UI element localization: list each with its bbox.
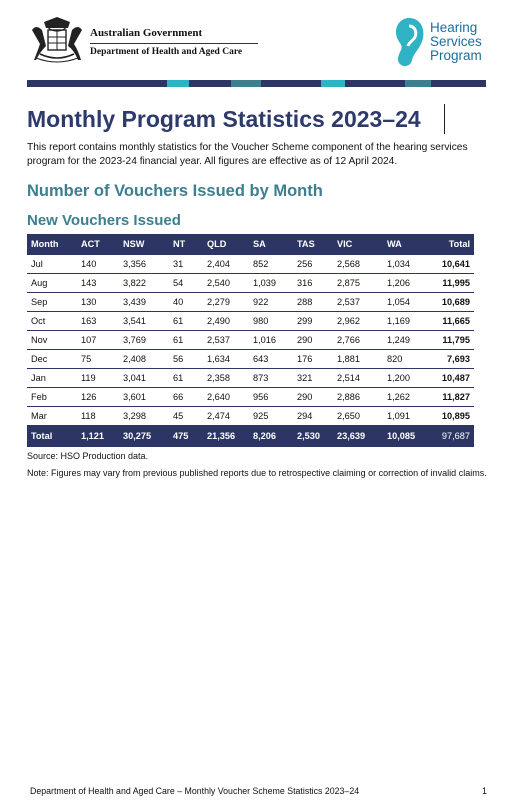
total-cell: 11,995 <box>433 274 474 293</box>
hsp-logo <box>392 16 502 72</box>
month-cell: Total <box>27 426 77 447</box>
value-cell: 1,206 <box>383 274 433 293</box>
value-cell: 143 <box>77 274 119 293</box>
value-cell: 1,249 <box>383 331 433 350</box>
total-cell: 11,827 <box>433 388 474 407</box>
value-cell: 1,200 <box>383 369 433 388</box>
value-cell: 2,766 <box>333 331 383 350</box>
column-header: VIC <box>333 234 383 255</box>
value-cell: 66 <box>169 388 203 407</box>
value-cell: 321 <box>293 369 333 388</box>
value-cell: 118 <box>77 407 119 426</box>
text-cursor <box>444 104 445 134</box>
value-cell: 2,358 <box>203 369 249 388</box>
total-cell: 7,693 <box>433 350 474 369</box>
value-cell: 2,474 <box>203 407 249 426</box>
value-cell: 176 <box>293 350 333 369</box>
value-cell: 873 <box>249 369 293 388</box>
month-cell: Oct <box>27 312 77 331</box>
value-cell: 30,275 <box>119 426 169 447</box>
government-branding <box>90 27 260 57</box>
page-number: 1 <box>482 786 487 796</box>
source-note: Source: HSO Production data. <box>27 451 149 461</box>
value-cell: 3,541 <box>119 312 169 331</box>
value-cell: 45 <box>169 407 203 426</box>
total-cell: 10,487 <box>433 369 474 388</box>
header-stripe <box>27 80 486 87</box>
value-cell: 126 <box>77 388 119 407</box>
value-cell: 1,054 <box>383 293 433 312</box>
value-cell: 922 <box>249 293 293 312</box>
value-cell: 3,298 <box>119 407 169 426</box>
value-cell: 1,034 <box>383 255 433 274</box>
value-cell: 288 <box>293 293 333 312</box>
logo-line: Hearing <box>430 20 478 35</box>
month-cell: Sep <box>27 293 77 312</box>
value-cell: 299 <box>293 312 333 331</box>
value-cell: 1,121 <box>77 426 119 447</box>
total-cell: 10,641 <box>433 255 474 274</box>
column-header: TAS <box>293 234 333 255</box>
value-cell: 475 <box>169 426 203 447</box>
table-row <box>27 407 474 426</box>
column-header: WA <box>383 234 433 255</box>
value-cell: 290 <box>293 388 333 407</box>
value-cell: 3,041 <box>119 369 169 388</box>
value-cell: 1,091 <box>383 407 433 426</box>
value-cell: 31 <box>169 255 203 274</box>
value-cell: 1,039 <box>249 274 293 293</box>
section-heading: Number of Vouchers Issued by Month <box>27 182 323 200</box>
value-cell: 54 <box>169 274 203 293</box>
value-cell: 290 <box>293 331 333 350</box>
logo-line: Program <box>430 48 482 63</box>
value-cell: 119 <box>77 369 119 388</box>
table-row <box>27 350 474 369</box>
value-cell: 980 <box>249 312 293 331</box>
value-cell: 1,016 <box>249 331 293 350</box>
table-row <box>27 369 474 388</box>
value-cell: 10,085 <box>383 426 433 447</box>
column-header: QLD <box>203 234 249 255</box>
month-cell: Dec <box>27 350 77 369</box>
value-cell: 316 <box>293 274 333 293</box>
table-row <box>27 274 474 293</box>
column-header: ACT <box>77 234 119 255</box>
month-cell: Mar <box>27 407 77 426</box>
value-cell: 8,206 <box>249 426 293 447</box>
value-cell: 852 <box>249 255 293 274</box>
column-header: NT <box>169 234 203 255</box>
column-header: Month <box>27 234 77 255</box>
table-total-row <box>27 426 474 447</box>
value-cell: 2,640 <box>203 388 249 407</box>
footnote: Note: Figures may vary from previous published reports due to retrospective claiming or correction of invalid claims. <box>27 468 487 478</box>
intro-paragraph: This report contains monthly statistics for the Voucher Scheme component of the hearing services program for the 2023-24 financial year. All figures are effective as of 12 April 2024. <box>27 142 468 167</box>
total-cell: 10,689 <box>433 293 474 312</box>
value-cell: 1,881 <box>333 350 383 369</box>
value-cell: 75 <box>77 350 119 369</box>
column-header: SA <box>249 234 293 255</box>
value-cell: 23,639 <box>333 426 383 447</box>
value-cell: 1,169 <box>383 312 433 331</box>
table-row <box>27 331 474 350</box>
value-cell: 3,439 <box>119 293 169 312</box>
value-cell: 140 <box>77 255 119 274</box>
value-cell: 2,540 <box>203 274 249 293</box>
vouchers-table <box>27 234 474 447</box>
value-cell: 956 <box>249 388 293 407</box>
value-cell: 256 <box>293 255 333 274</box>
subsection-heading: New Vouchers Issued <box>27 212 181 229</box>
table-header-row <box>27 234 474 255</box>
value-cell: 925 <box>249 407 293 426</box>
total-cell: 10,895 <box>433 407 474 426</box>
page-footer: Department of Health and Aged Care – Monthly Voucher Scheme Statistics 2023–24 <box>30 786 360 796</box>
coat-of-arms-icon <box>26 16 88 66</box>
logo-line: Services <box>430 34 482 49</box>
value-cell: 1,634 <box>203 350 249 369</box>
month-cell: Jan <box>27 369 77 388</box>
value-cell: 294 <box>293 407 333 426</box>
table-row <box>27 388 474 407</box>
page-header <box>0 0 515 92</box>
divider <box>90 43 258 44</box>
value-cell: 163 <box>77 312 119 331</box>
column-header: Total <box>433 234 474 255</box>
table-row <box>27 255 474 274</box>
department-name: Department of Health and Aged Care <box>90 47 243 57</box>
total-cell: 97,687 <box>433 426 474 447</box>
ear-icon <box>392 16 426 70</box>
table-row <box>27 312 474 331</box>
value-cell: 3,822 <box>119 274 169 293</box>
value-cell: 3,356 <box>119 255 169 274</box>
value-cell: 21,356 <box>203 426 249 447</box>
value-cell: 1,262 <box>383 388 433 407</box>
government-name: Australian Government <box>90 27 203 39</box>
value-cell: 2,279 <box>203 293 249 312</box>
value-cell: 130 <box>77 293 119 312</box>
value-cell: 61 <box>169 369 203 388</box>
value-cell: 61 <box>169 331 203 350</box>
value-cell: 2,514 <box>333 369 383 388</box>
column-header: NSW <box>119 234 169 255</box>
value-cell: 2,537 <box>333 293 383 312</box>
value-cell: 2,404 <box>203 255 249 274</box>
value-cell: 3,601 <box>119 388 169 407</box>
value-cell: 2,886 <box>333 388 383 407</box>
month-cell: Feb <box>27 388 77 407</box>
page-title: Monthly Program Statistics 2023–24 <box>27 106 421 132</box>
value-cell: 61 <box>169 312 203 331</box>
month-cell: Jul <box>27 255 77 274</box>
value-cell: 2,408 <box>119 350 169 369</box>
total-cell: 11,665 <box>433 312 474 331</box>
hsp-logo-text <box>430 21 482 63</box>
value-cell: 2,650 <box>333 407 383 426</box>
value-cell: 2,490 <box>203 312 249 331</box>
total-cell: 11,795 <box>433 331 474 350</box>
month-cell: Nov <box>27 331 77 350</box>
value-cell: 820 <box>383 350 433 369</box>
value-cell: 2,530 <box>293 426 333 447</box>
value-cell: 107 <box>77 331 119 350</box>
value-cell: 3,769 <box>119 331 169 350</box>
value-cell: 56 <box>169 350 203 369</box>
table-row <box>27 293 474 312</box>
value-cell: 2,537 <box>203 331 249 350</box>
value-cell: 40 <box>169 293 203 312</box>
value-cell: 2,875 <box>333 274 383 293</box>
value-cell: 643 <box>249 350 293 369</box>
value-cell: 2,962 <box>333 312 383 331</box>
value-cell: 2,568 <box>333 255 383 274</box>
month-cell: Aug <box>27 274 77 293</box>
